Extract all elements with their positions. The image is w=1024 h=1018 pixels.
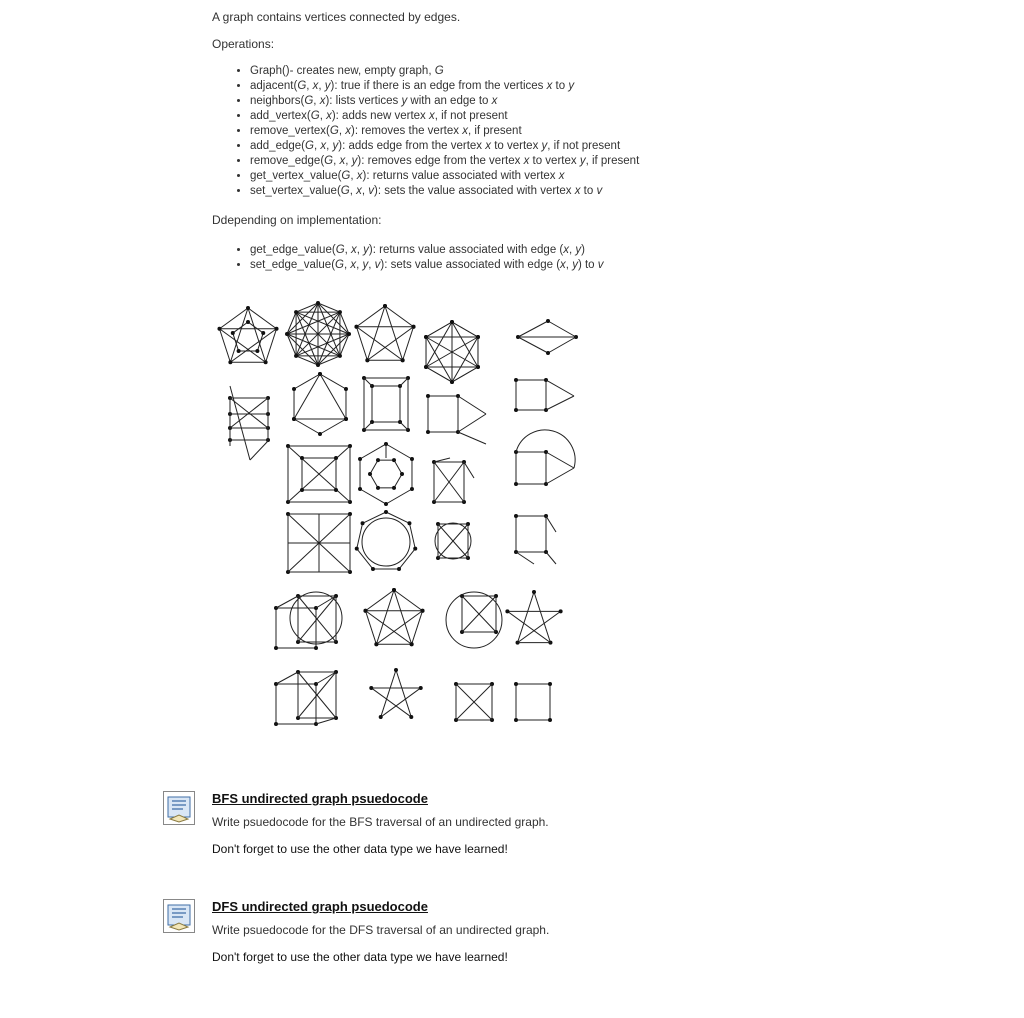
depending-heading: Ddepending on implementation: — [212, 213, 382, 227]
dfs-activity-description: Write psuedocode for the DFS traversal of an undirected graph. — [212, 923, 550, 937]
bfs-activity-link[interactable]: BFS undirected graph psuedocode — [212, 791, 428, 806]
intro-text: A graph contains vertices connected by edges. — [212, 10, 461, 24]
bfs-activity-description: Write psuedocode for the BFS traversal of an undirected graph. — [212, 815, 549, 829]
operation-item: • adjacent(G, x, y): true if there is an edge from the vertices x to y — [250, 79, 639, 94]
dfs-activity-link[interactable]: DFS undirected graph psuedocode — [212, 899, 428, 914]
bfs-activity-note: Don't forget to use the other data type we have learned! — [212, 842, 508, 856]
operation-item: • neighbors(G, x): lists vertices y with an edge to x — [250, 94, 639, 109]
operation-item: • remove_vertex(G, x): removes the vertex x, if present — [250, 124, 639, 139]
operation-item: • set_edge_value(G, x, y, v): sets value associated with edge (x, y) to v — [250, 258, 604, 273]
depending-operations-list — [212, 243, 604, 273]
graph-examples-figure — [212, 296, 582, 736]
operation-item: • remove_edge(G, x, y): removes edge from the vertex x to vertex y, if present — [250, 154, 639, 169]
assignment-icon — [163, 791, 195, 825]
assignment-icon — [163, 899, 195, 933]
operation-item: • add_vertex(G, x): adds new vertex x, if not present — [250, 109, 639, 124]
operation-item: • get_edge_value(G, x, y): returns value associated with edge (x, y) — [250, 243, 604, 258]
operations-heading: Operations: — [212, 37, 275, 51]
operation-item: • set_vertex_value(G, x, v): sets the value associated with vertex x to v — [250, 184, 639, 199]
operation-item: • get_vertex_value(G, x): returns value associated with vertex x — [250, 169, 639, 184]
dfs-activity-note: Don't forget to use the other data type we have learned! — [212, 950, 508, 964]
operation-item: • add_edge(G, x, y): adds edge from the vertex x to vertex y, if not present — [250, 139, 639, 154]
operation-item: • Graph()- creates new, empty graph, G — [250, 64, 639, 79]
operations-list — [212, 64, 639, 199]
